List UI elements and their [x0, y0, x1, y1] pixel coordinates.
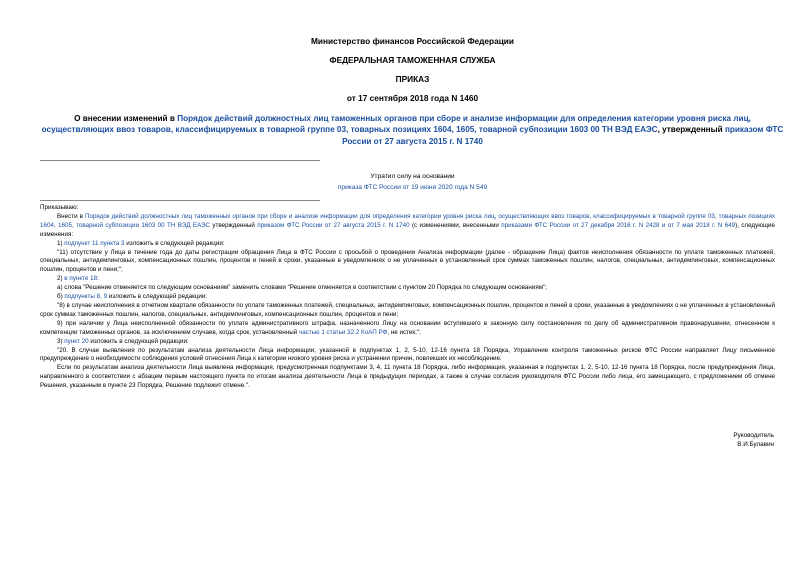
paragraph-main	[40, 213, 775, 240]
body-text: 9) при наличии у Лица неисполненной обязанности по уплате административного штрафа, назначенного Лицу на основании вступившего в законную силу постановления по делу об административном правонарушении, отнесенном к компетенции таможенных органов, за исключением случаев, когда срок, установленный	[40, 319, 775, 336]
list-item: а) слова "Решение отменяется по следующим основаниям" заменить словами "Решение отменяется в соответствии с пунктом 20 Порядка по следующим основаниям";	[57, 284, 547, 292]
list-item	[40, 240, 775, 249]
list-item	[40, 338, 775, 347]
body-text: ), следующие изменения:	[40, 221, 776, 238]
quoted-text: "8) в случае неисполнения в отчетном квартале обязанности по уплате таможенных платежей, специальных, антидемпинговых, компенсационных пошлин, процентов и пеней в сроки, указанные в уведомлениях о не уплаченных в установленный срок суммах таможенных пошлин, налогов, специальных, антидемпинговых, компенсационных пошлин, процентов и пени;	[40, 301, 775, 318]
body-text: :	[97, 275, 99, 283]
quoted-text	[40, 320, 775, 338]
link-subpoints-8-9[interactable]: подпункты 8, 9	[64, 293, 108, 301]
date-number: от 17 сентября 2018 года N 1460	[346, 93, 479, 103]
list-item	[40, 275, 775, 284]
lost-force-note	[40, 172, 785, 192]
title-link-order[interactable]: приказом ФТС России от 27 августа 2015 г. N 1740	[342, 125, 784, 146]
link-order-1740[interactable]: приказом ФТС России от 27 августа 2015 г. N 1740	[257, 221, 410, 229]
body-text: 2)	[57, 275, 65, 283]
link-procedure[interactable]: Порядок действий должностных лиц таможенных органов при сборе и анализе информации для определения категории уровня риска лиц, осуществляющих ввоз товаров, классифицируемых в товарной группе 03, товарных позициях 1604, 1605, товарной субпозиции 1603 00 ТН ВЭД ЕАЭС	[40, 212, 775, 229]
service-name: ФЕДЕРАЛЬНАЯ ТАМОЖЕННАЯ СЛУЖБА	[329, 55, 496, 65]
list-item	[40, 293, 775, 302]
signature-name: В.И.Булавин	[737, 441, 774, 448]
page-title	[40, 113, 785, 147]
body-text: изложить в следующей редакции:	[88, 337, 189, 345]
quoted-text: "20. В случае выявления по результатам анализа деятельности Лица информации, указанной в подпунктах 1, 2, 5-10, 12-16 пункта 18 Порядка, Управление контроля таможенных рисков ФТС России направляет Лицу письменное предупреждение о необходимости соблюдения условий отнесения Лица к категории низкого уровня риска и устранении причин, повлекших их несоблюдение.	[40, 346, 775, 363]
signature-block	[733, 431, 774, 449]
title-link-procedure[interactable]: Порядок действий должностных лиц таможенных органов при сборе и анализе информации для определения категории уровня риска лиц, осуществляющих ввоз товаров, классифицируемых в товарной группе 03, товарных позициях 1604, 1605, товарной субпозиции 1603 00 ТН ВЭД ЕАЭС	[41, 114, 751, 135]
divider	[40, 200, 320, 201]
link-amending-orders[interactable]: приказами ФТС России от 27 декабря 2016 г. N 2428 и от 7 мая 2018 г. N 649	[501, 221, 736, 229]
body-text: Внести в	[57, 212, 85, 220]
body-text: (с изменениями, внесенными	[409, 221, 502, 229]
document-body	[40, 204, 775, 391]
body-text: 1)	[57, 239, 65, 247]
body-text: утвержденный	[210, 221, 258, 229]
quoted-text: Если по результатам анализа деятельности Лица выявлена информация, предусмотренная подпунктами 3, 4, 11 пункта 18 Порядка, либо информация, указанная в подпунктах 1, 2, 5-10, 12-16 пункта 18 Порядка, после предупреждения Лица, направленного в соответствии с абзацем первым настоящего пункта по итогам анализа деятельности Лица в предыдущих периодах, а также в случае согласия руководителя ФТС России либо лица, его замещающего, с предложением об отмене Решения, указанным в пункте 23 Порядка, Решение подлежит отмене.".	[40, 364, 775, 390]
link-point-20[interactable]: пункт 20	[64, 337, 89, 345]
lost-force-link[interactable]: приказа ФТС России от 19 июня 2020 года N 549	[337, 184, 488, 191]
quoted-text: "11) отсутствие у Лица в течение года до даты регистрации обращения Лица в ФТС России с просьбой о проведении Анализа информации (далее - обращение Лица) фактов неисполнения обязанности по уплате таможенных платежей, специальных, антидемпинговых, компенсационных пошлин, процентов и пеней в сроки, указанные в уведомлениях о не уплаченных в установленный срок суммах таможенных пошлин, налогов, специальных, антидемпинговых, компенсационных пошлин, процентов и пени;";	[40, 248, 775, 274]
signature-role: Руководитель	[733, 432, 774, 439]
title-text: , утвержденный	[657, 125, 725, 135]
link-koap[interactable]: частью 1 статьи 32.2 КоАП РФ	[298, 328, 388, 336]
title-text: О внесении изменений в	[74, 114, 178, 123]
order-intro: Приказываю:	[40, 204, 79, 211]
body-text: изложить в следующей редакции:	[124, 239, 225, 247]
body-text: , не истек;";	[387, 328, 421, 336]
doc-type: ПРИКАЗ	[395, 74, 430, 84]
body-text: 3)	[57, 337, 65, 345]
divider	[40, 160, 320, 161]
body-text: б)	[57, 293, 65, 301]
lost-force-text: Утратил силу на основании	[370, 173, 455, 180]
link-point-18[interactable]: в пункте 18	[64, 275, 98, 283]
ministry-name: Министерство финансов Российской Федерации	[310, 36, 515, 46]
link-subpoint-11[interactable]: подпункт 11 пункта 3	[64, 239, 125, 247]
body-text: изложить в следующей редакции:	[107, 293, 208, 301]
